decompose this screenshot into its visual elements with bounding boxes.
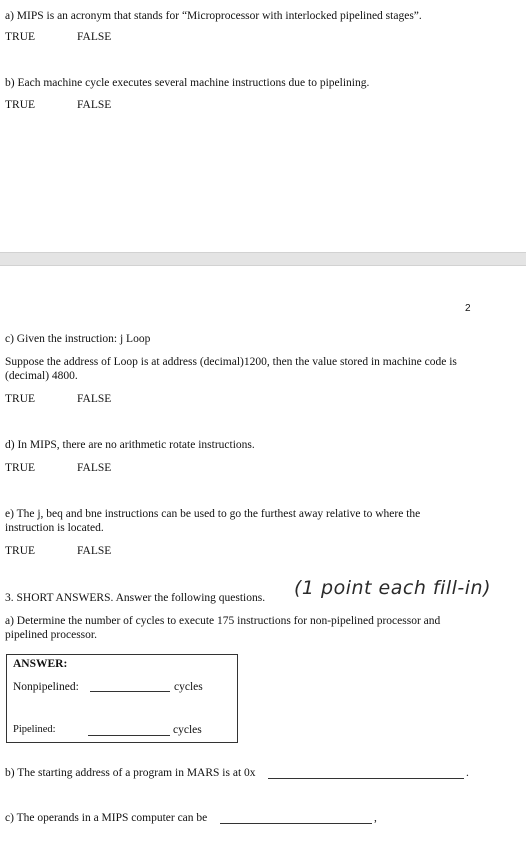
question-c-true-option[interactable]: TRUE [5, 393, 36, 405]
page-break [0, 252, 526, 266]
question-b-true-option[interactable]: TRUE [5, 99, 36, 111]
question-d-true-option[interactable]: TRUE [5, 462, 36, 474]
pipelined-answer-blank[interactable] [88, 735, 170, 736]
pipelined-label: Pipelined: [13, 724, 56, 735]
question-b-text: b) Each machine cycle executes several machine instructions due to pipelining. [5, 77, 370, 89]
question-c-false-option[interactable]: FALSE [77, 393, 112, 405]
short-answer-b-text: b) The starting address of a program in MARS is at 0x [5, 767, 256, 779]
pipelined-unit: cycles [173, 724, 202, 736]
question-d-false-option[interactable]: FALSE [77, 462, 112, 474]
question-e-true-option[interactable]: TRUE [5, 545, 36, 557]
handwritten-note: (1 point each fill-in) [294, 577, 492, 599]
page-number: 2 [465, 303, 471, 314]
short-answer-c-text: c) The operands in a MIPS computer can be [5, 812, 208, 824]
short-answer-a-text: a) Determine the number of cycles to execute 175 instructions for non-pipelined processor and pipelined processor. [5, 615, 441, 641]
short-answer-c-blank[interactable] [220, 823, 372, 824]
section-3-heading: 3. SHORT ANSWERS. Answer the following questions. [5, 592, 266, 604]
question-a-false-option[interactable]: FALSE [77, 31, 112, 43]
question-c-text: c) Given the instruction: j Loop [5, 333, 151, 345]
nonpipelined-label: Nonpipelined: [13, 681, 79, 693]
question-e-false-option[interactable]: FALSE [77, 545, 112, 557]
nonpipelined-answer-blank[interactable] [90, 691, 170, 692]
question-d-text: d) In MIPS, there are no arithmetic rotate instructions. [5, 439, 255, 451]
question-a-text: a) MIPS is an acronym that stands for “Microprocessor with interlocked pipelined stages”. [5, 10, 422, 22]
question-c-detail: Suppose the address of Loop is at address (decimal)1200, then the value stored in machine code is (decimal) 4800. [5, 356, 457, 382]
question-a-true-option[interactable]: TRUE [5, 31, 36, 43]
nonpipelined-unit: cycles [174, 681, 203, 693]
answer-box-title: ANSWER: [13, 658, 68, 670]
question-b-false-option[interactable]: FALSE [77, 99, 112, 111]
short-answer-b-end: . [466, 767, 469, 779]
short-answer-b-blank[interactable] [268, 778, 464, 779]
short-answer-c-end: , [374, 812, 377, 824]
question-e-text: e) The j, beq and bne instructions can be used to go the furthest away relative to where the instruction is located. [5, 508, 421, 534]
